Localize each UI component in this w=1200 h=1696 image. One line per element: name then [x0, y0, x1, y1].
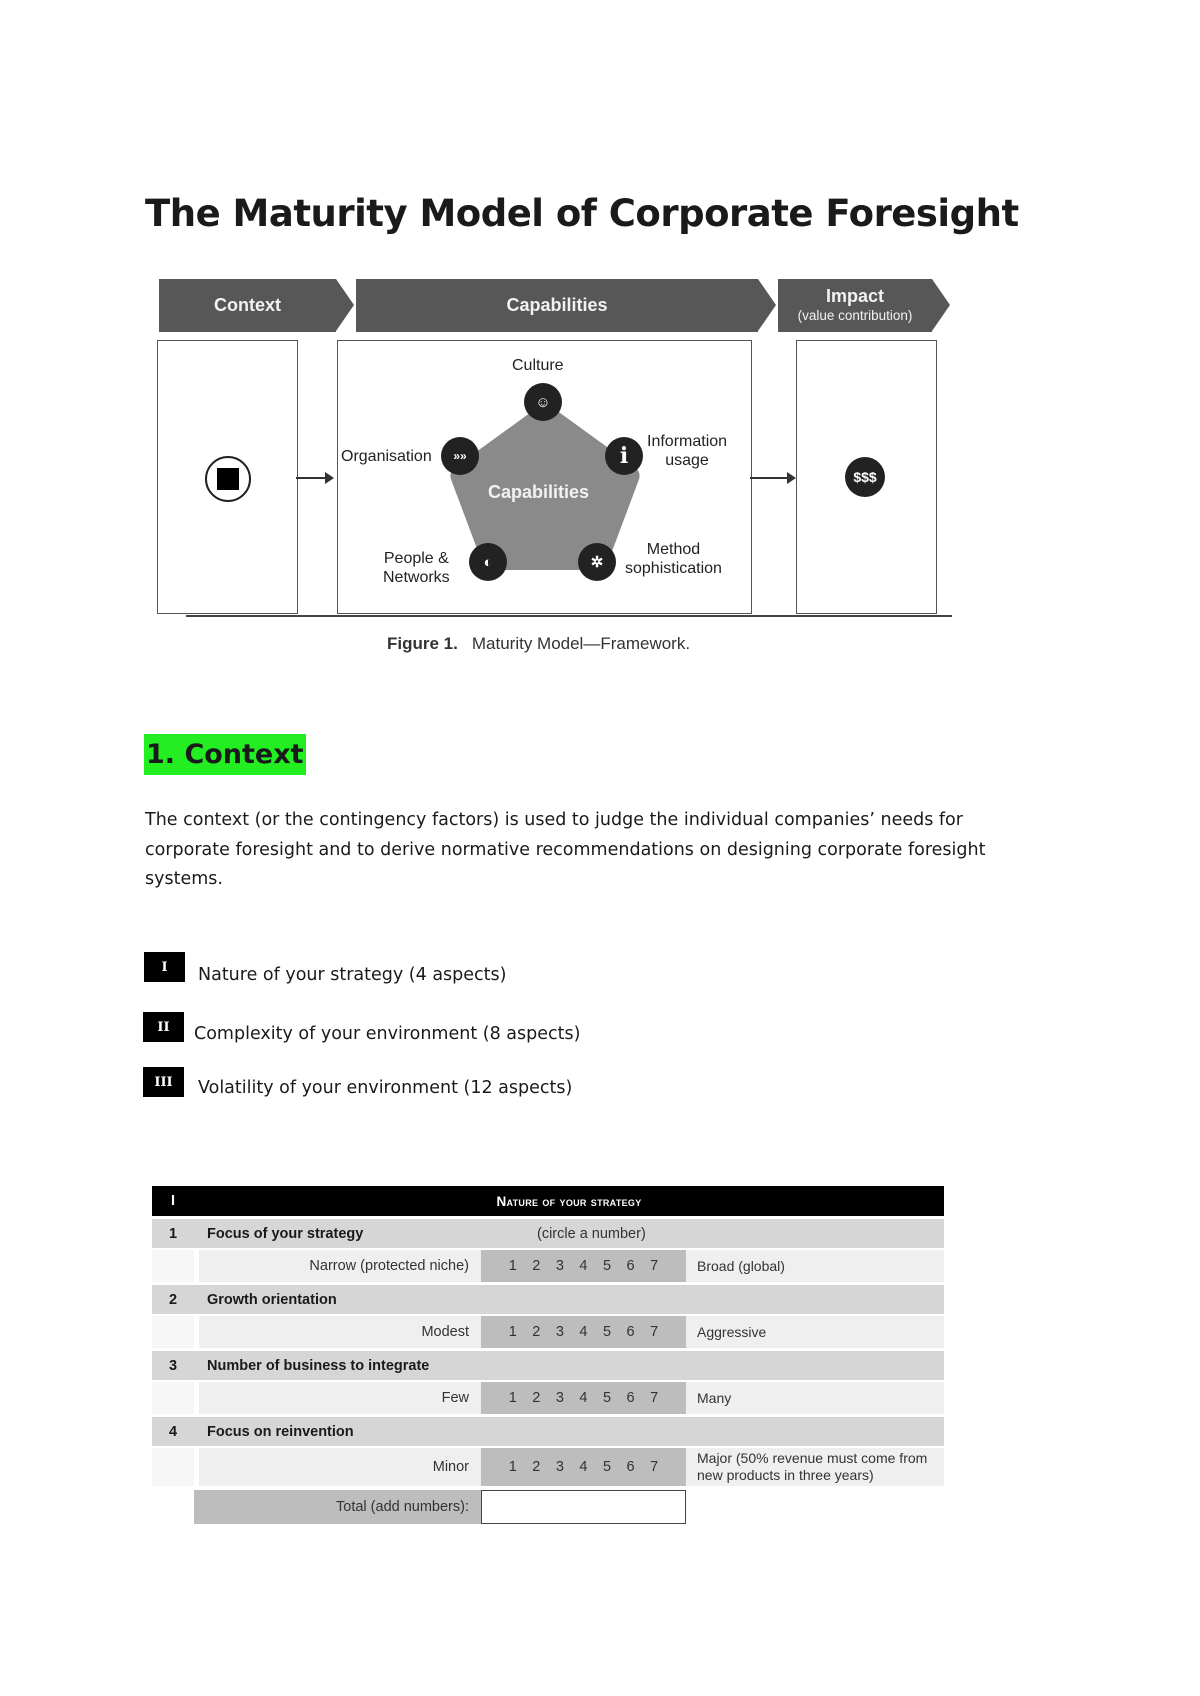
table-header: [152, 1186, 944, 1216]
figure-caption: [387, 634, 690, 654]
scale-option[interactable]: 7: [650, 1258, 659, 1274]
organisation-label: Organisation: [341, 448, 432, 465]
table-row: [152, 1382, 944, 1414]
scale-right-label: Broad (global): [686, 1250, 944, 1282]
scale-option[interactable]: 6: [626, 1459, 635, 1475]
people-networks-label: [383, 549, 450, 587]
band-impact: [778, 279, 932, 332]
scale-right-label: Major (50% revenue must come from new products in three years): [686, 1448, 944, 1486]
arrow-to-capabilities: [296, 477, 332, 479]
scale-option[interactable]: 5: [602, 1324, 612, 1340]
scale-option[interactable]: 1: [508, 1324, 517, 1340]
theater-masks-icon: ☺: [524, 383, 562, 421]
row-number: 1: [168, 1225, 178, 1242]
scale-option[interactable]: 3: [555, 1258, 564, 1274]
method-line-1: Method: [646, 541, 701, 558]
scale-option[interactable]: 1: [508, 1258, 517, 1274]
band-context-label: Context: [214, 294, 281, 315]
scale-option[interactable]: 4: [579, 1390, 588, 1406]
scale-left-label: Modest: [199, 1316, 481, 1348]
people-network-icon: ◐: [469, 543, 507, 581]
band-impact-label: Impact: [825, 285, 885, 306]
chevrons-icon: »»: [441, 437, 479, 475]
context-icon: [205, 456, 251, 502]
table-row: [152, 1417, 944, 1446]
aspect-numeral-2: II: [143, 1012, 184, 1042]
scale-option[interactable]: 7: [650, 1324, 659, 1340]
scale-option[interactable]: 3: [555, 1390, 564, 1406]
info-icon: i: [605, 437, 643, 475]
aspect-numeral-1: I: [144, 952, 185, 982]
table-numeral: I: [170, 1193, 176, 1209]
context-paragraph: The context (or the contingency factors) is used to judge the individual companies’ needs for corporate foresight and to derive normative recommendations on designing corporate foresight systems.: [145, 810, 986, 889]
scale-option[interactable]: 3: [555, 1324, 564, 1340]
scale-option[interactable]: 4: [579, 1459, 588, 1475]
caption-text: Maturity Model—Framework.: [471, 634, 691, 653]
circle-hint: (circle a number): [537, 1225, 646, 1242]
scale-option[interactable]: 5: [602, 1390, 612, 1406]
rating-scale[interactable]: [481, 1448, 686, 1486]
row-number: 3: [168, 1357, 178, 1374]
scale-option[interactable]: 2: [532, 1258, 541, 1274]
information-usage-label: [647, 432, 727, 470]
band-impact-sublabel: (value contribution): [797, 308, 913, 324]
table-row: [152, 1351, 944, 1380]
total-row: [152, 1490, 944, 1524]
scale-option[interactable]: 5: [602, 1459, 612, 1475]
scale-option[interactable]: 6: [626, 1324, 635, 1340]
scale-option[interactable]: 6: [626, 1258, 635, 1274]
context-heading: 1. Context: [144, 734, 306, 775]
table-row: [152, 1448, 944, 1486]
dollar-icon: $$$: [845, 457, 885, 497]
row-question: Focus of your strategy: [207, 1225, 364, 1242]
rating-scale[interactable]: [481, 1316, 686, 1348]
table-row: [152, 1316, 944, 1348]
scale-option[interactable]: 3: [555, 1459, 564, 1475]
figure-baseline: [186, 615, 952, 617]
scale-left-label: Few: [199, 1382, 481, 1414]
tools-icon: ✲: [578, 543, 616, 581]
band-capabilities-label: Capabilities: [506, 294, 608, 315]
table-row: [152, 1250, 944, 1282]
scale-left-label: Narrow (protected niche): [199, 1250, 481, 1282]
page-title: The Maturity Model of Corporate Foresight: [145, 192, 1019, 235]
row-question: Focus on reinvention: [207, 1423, 354, 1440]
scale-left-label: Minor: [199, 1448, 481, 1486]
rating-scale[interactable]: [481, 1382, 686, 1414]
aspect-label-1: Nature of your strategy (4 aspects): [198, 965, 507, 985]
table-header-title: Nature of your strategy: [496, 1193, 642, 1209]
band-context: [159, 279, 336, 332]
row-question: Number of business to integrate: [207, 1357, 430, 1374]
scale-option[interactable]: 2: [532, 1324, 541, 1340]
rating-scale[interactable]: [481, 1250, 686, 1282]
information-line-1: Information: [647, 433, 728, 450]
aspect-label-2: Complexity of your environment (8 aspects): [194, 1024, 581, 1044]
total-label: Total (add numbers):: [194, 1490, 481, 1524]
information-line-2: usage: [665, 452, 709, 470]
aspect-label-3: Volatility of your environment (12 aspects): [198, 1078, 573, 1098]
scale-option[interactable]: 4: [579, 1324, 588, 1340]
scale-option[interactable]: 6: [626, 1390, 635, 1406]
scale-option[interactable]: 2: [532, 1390, 541, 1406]
row-number: 4: [168, 1423, 178, 1440]
scale-option[interactable]: 5: [602, 1258, 612, 1274]
capabilities-center-label: Capabilities: [488, 482, 590, 502]
scale-option[interactable]: 7: [650, 1459, 659, 1475]
scale-option[interactable]: 7: [650, 1390, 659, 1406]
chevron-3: [932, 279, 950, 331]
scale-right-label: Many: [686, 1382, 944, 1414]
scale-option[interactable]: 4: [579, 1258, 588, 1274]
scale-option[interactable]: 1: [508, 1390, 517, 1406]
method-sophistication-label: [625, 540, 722, 578]
aspect-numeral-3: III: [143, 1067, 184, 1097]
scale-right-label: Aggressive: [686, 1316, 944, 1348]
table-row: [152, 1285, 944, 1314]
row-question: Growth orientation: [207, 1291, 337, 1308]
total-input[interactable]: [481, 1490, 686, 1524]
row-number: 2: [168, 1291, 178, 1308]
table-row: [152, 1219, 944, 1248]
chevron-1: [336, 279, 354, 331]
method-line-2: sophistication: [625, 560, 722, 578]
caption-label: Figure 1.: [387, 634, 458, 653]
scale-option[interactable]: 2: [532, 1459, 541, 1475]
chevron-2: [758, 279, 776, 331]
culture-label: Culture: [512, 357, 564, 374]
scale-option[interactable]: 1: [508, 1459, 517, 1475]
people-line-2: Networks: [383, 569, 450, 587]
band-capabilities: [356, 279, 758, 332]
arrow-to-impact: [750, 477, 794, 479]
people-line-1: People &: [383, 550, 449, 567]
